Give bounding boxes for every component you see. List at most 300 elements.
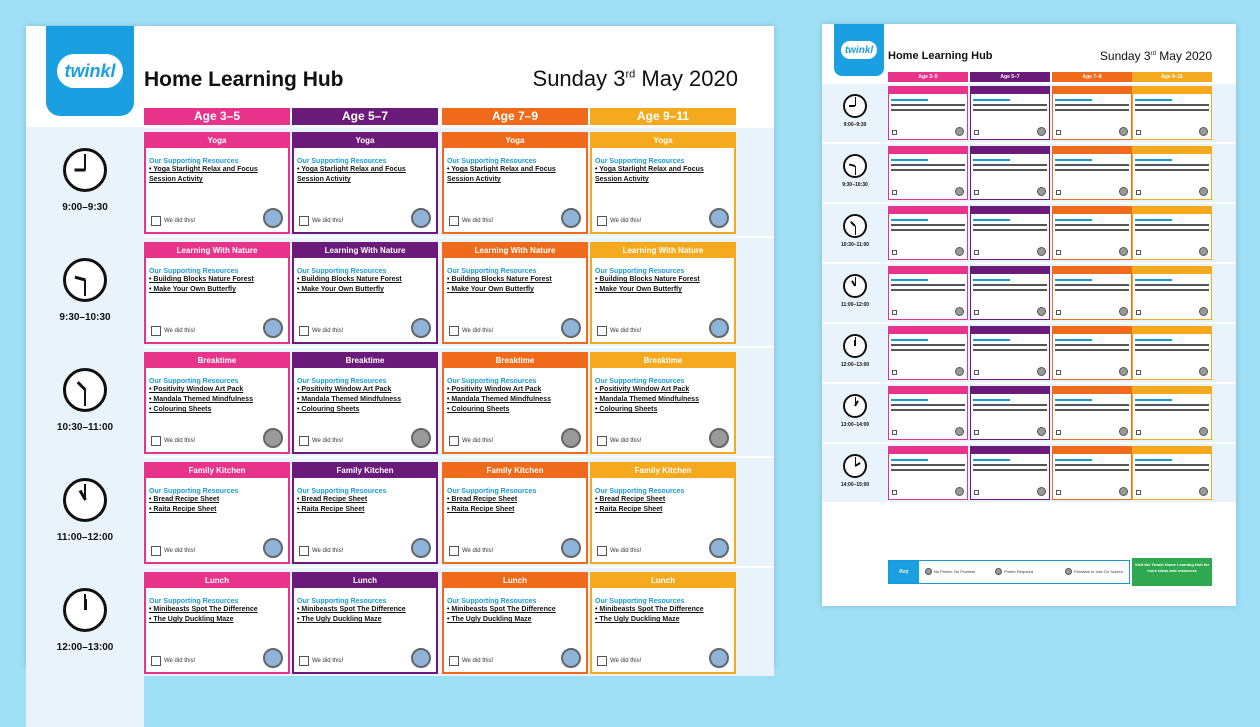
checkbox[interactable] (299, 656, 309, 666)
activity-card-small (888, 146, 968, 200)
activity-title-small (1053, 267, 1131, 274)
activity-title: Yoga (146, 134, 288, 148)
checkbox[interactable] (449, 436, 459, 446)
checkbox-small[interactable] (974, 490, 979, 495)
age-header-small: Age 9–11 (1132, 72, 1212, 82)
resource-link[interactable]: • Minibeasts Spot The Difference (595, 606, 704, 613)
did-this-checkbox-row[interactable] (151, 326, 195, 336)
activity-title-small (1133, 147, 1211, 154)
did-this-label: We did this! (610, 218, 642, 224)
resource-heading-line (1135, 219, 1172, 221)
checkbox-small[interactable] (1136, 430, 1141, 435)
clock-icon (843, 154, 867, 178)
checkbox-small[interactable] (974, 430, 979, 435)
checkbox[interactable] (597, 216, 607, 226)
checkbox-small[interactable] (974, 250, 979, 255)
activity-card-small (1132, 86, 1212, 140)
resource-heading-line (891, 159, 928, 161)
checkbox[interactable] (151, 546, 161, 556)
did-this-checkbox-row[interactable] (597, 546, 641, 556)
resource-line (891, 409, 965, 411)
supporting-resources-heading: Our Supporting Resources (595, 488, 685, 495)
did-this-checkbox-row[interactable] (597, 326, 641, 336)
did-this-label: We did this! (462, 658, 494, 664)
activity-card-small (888, 206, 968, 260)
card-body (592, 368, 734, 452)
did-this-checkbox-row[interactable] (151, 546, 195, 556)
activity-card-small (1052, 206, 1132, 260)
key-item (995, 568, 1033, 575)
resource-line (1135, 229, 1209, 231)
activity-card (292, 352, 438, 454)
resource-heading-line (1055, 399, 1092, 401)
resource-link[interactable]: • Raita Recipe Sheet (447, 506, 515, 513)
supporting-resources-heading: Our Supporting Resources (149, 488, 239, 495)
activity-card-small (970, 266, 1050, 320)
did-this-label: We did this! (610, 328, 642, 334)
activity-card (144, 462, 290, 564)
resource-link[interactable]: • Positivity Window Art Pack (297, 386, 392, 393)
resource-link[interactable]: • Make Your Own Butterfly (149, 286, 236, 293)
resource-line (891, 109, 965, 111)
resource-type-icon (1199, 127, 1208, 136)
resource-line (891, 224, 965, 226)
preview-title: Home Learning Hub (888, 50, 993, 62)
resource-type-icon (1199, 367, 1208, 376)
printable-screen-icon (263, 648, 283, 668)
checkbox-small[interactable] (892, 370, 897, 375)
resource-line (973, 169, 1047, 171)
supporting-resources-heading: Our Supporting Resources (595, 378, 685, 385)
activity-title-small (1053, 447, 1131, 454)
resource-link[interactable]: • Yoga Starlight Relax and Focus (447, 166, 556, 173)
resource-heading-line (1055, 459, 1092, 461)
clock-icon (843, 274, 867, 298)
activity-title-small (971, 267, 1049, 274)
clock-icon (843, 394, 867, 418)
activity-title: Learning With Nature (444, 244, 586, 258)
checkbox[interactable] (449, 656, 459, 666)
resource-type-icon (1199, 187, 1208, 196)
did-this-label: We did this! (462, 218, 494, 224)
resource-link[interactable]: • Colouring Sheets (595, 406, 658, 413)
resource-type-icon (1037, 307, 1046, 316)
did-this-label: We did this! (610, 548, 642, 554)
checkbox[interactable] (449, 216, 459, 226)
preview-date-day: Sunday 3 (1099, 49, 1151, 63)
activity-card-small (888, 446, 968, 500)
checkbox-small[interactable] (892, 490, 897, 495)
time-slot-label-small: 9:00–9:30 (843, 122, 867, 128)
card-body-small (1133, 274, 1211, 319)
checkbox-small[interactable] (974, 370, 979, 375)
card-body (592, 258, 734, 342)
resource-link[interactable]: • Mandala Themed Mindfulness (297, 396, 401, 403)
activity-card-small (1052, 446, 1132, 500)
date-day: Sunday 3 (532, 66, 626, 91)
resource-link[interactable]: • Positivity Window Art Pack (595, 386, 690, 393)
resource-line (1135, 344, 1209, 346)
date-month-year: May 2020 (635, 66, 738, 91)
activity-title-small (889, 327, 967, 334)
card-body-small (971, 214, 1049, 259)
resource-link[interactable]: • Mandala Themed Mindfulness (149, 396, 253, 403)
checkbox[interactable] (597, 546, 607, 556)
resource-link[interactable]: • Building Blocks Nature Forest (149, 276, 254, 283)
card-body (444, 368, 586, 452)
activity-card-small (970, 206, 1050, 260)
card-body-small (971, 334, 1049, 379)
activity-title: Lunch (444, 574, 586, 588)
checkbox-small[interactable] (1056, 430, 1061, 435)
activity-card (590, 352, 736, 454)
resource-line (1135, 284, 1209, 286)
checkbox-small[interactable] (892, 310, 897, 315)
clock-icon (63, 478, 107, 522)
time-slot-small (822, 214, 888, 248)
checkbox[interactable] (449, 546, 459, 556)
resource-link[interactable]: • Positivity Window Art Pack (447, 386, 542, 393)
checkbox[interactable] (597, 656, 607, 666)
supporting-resources-heading: Our Supporting Resources (297, 488, 387, 495)
resource-link[interactable]: • Colouring Sheets (297, 406, 360, 413)
printable-screen-icon (263, 208, 283, 228)
checkbox-small[interactable] (1056, 190, 1061, 195)
activity-title: Learning With Nature (146, 244, 288, 258)
resource-line (1055, 349, 1129, 351)
resource-link[interactable]: • Bread Recipe Sheet (595, 496, 666, 503)
activity-title: Lunch (146, 574, 288, 588)
resource-link[interactable]: • Building Blocks Nature Forest (447, 276, 552, 283)
activity-title-small (1133, 327, 1211, 334)
printable-screen-icon (709, 318, 729, 338)
did-this-label: We did this! (312, 328, 344, 334)
printable-screen-icon (561, 648, 581, 668)
supporting-resources-heading: Our Supporting Resources (149, 158, 239, 165)
resource-heading-line (891, 279, 928, 281)
resource-link[interactable]: • Building Blocks Nature Forest (297, 276, 402, 283)
printable-screen-icon (411, 318, 431, 338)
time-slot-small (822, 334, 888, 368)
checkbox-small[interactable] (892, 190, 897, 195)
did-this-checkbox-row[interactable] (299, 546, 343, 556)
supporting-resources-heading: Our Supporting Resources (595, 268, 685, 275)
checkbox-small[interactable] (974, 190, 979, 195)
key-item (1065, 568, 1123, 575)
did-this-checkbox-row[interactable] (299, 656, 343, 666)
checkbox-small[interactable] (1136, 370, 1141, 375)
clock-icon (63, 588, 107, 632)
did-this-checkbox-row[interactable] (597, 656, 641, 666)
checkbox-small[interactable] (1136, 130, 1141, 135)
did-this-checkbox-row[interactable] (597, 436, 641, 446)
resource-heading-line (891, 99, 928, 101)
resource-line (891, 349, 965, 351)
resource-link[interactable]: • Raita Recipe Sheet (297, 506, 365, 513)
visit-hub-banner[interactable]: Visit the Twinkl Home Learning Hub for more ideas and resources (1132, 558, 1212, 586)
activity-title: Yoga (444, 134, 586, 148)
time-slot-label-small: 13:00–14:00 (840, 422, 870, 428)
activity-card (292, 462, 438, 564)
resource-link[interactable]: • Minibeasts Spot The Difference (297, 606, 406, 613)
activity-title-small (971, 87, 1049, 94)
did-this-checkbox-row[interactable] (449, 436, 493, 446)
checkbox[interactable] (597, 326, 607, 336)
time-slot-small (822, 394, 888, 428)
resource-line (1055, 104, 1129, 106)
age-header: Age 9–11 (590, 108, 736, 125)
did-this-checkbox-row[interactable] (151, 436, 195, 446)
resource-link[interactable]: Session Activity (149, 176, 203, 183)
resource-line (973, 229, 1047, 231)
resource-link[interactable]: • Bread Recipe Sheet (297, 496, 368, 503)
activity-card (144, 242, 290, 344)
checkbox-small[interactable] (1056, 310, 1061, 315)
clock-minute-hand (855, 337, 856, 346)
time-slot-label-small: 11:00–12:00 (840, 302, 870, 308)
did-this-checkbox-row[interactable] (299, 436, 343, 446)
resource-type-icon (1119, 427, 1128, 436)
key-icon (925, 568, 932, 575)
activity-title: Yoga (592, 134, 734, 148)
did-this-label: We did this! (462, 438, 494, 444)
resource-type-icon (1037, 367, 1046, 376)
time-slot-label: 12:00–13:00 (56, 642, 114, 653)
checkbox[interactable] (299, 546, 309, 556)
resource-link[interactable]: • Mandala Themed Mindfulness (595, 396, 699, 403)
did-this-label: We did this! (312, 438, 344, 444)
card-body-small (1133, 454, 1211, 499)
resource-line (1135, 464, 1209, 466)
activity-title-small (889, 147, 967, 154)
resource-type-icon (1037, 427, 1046, 436)
resource-type-icon (955, 187, 964, 196)
checkbox[interactable] (299, 216, 309, 226)
printable-screen-icon (561, 318, 581, 338)
clock-minute-hand (84, 594, 86, 610)
resource-type-icon (1119, 187, 1128, 196)
supporting-resources-heading: Our Supporting Resources (149, 378, 239, 385)
activity-title-small (1053, 87, 1131, 94)
resource-link[interactable]: Session Activity (297, 176, 351, 183)
clock-icon (63, 368, 107, 412)
did-this-checkbox-row[interactable] (299, 326, 343, 336)
resource-heading-line (1135, 399, 1172, 401)
time-slot (26, 258, 144, 323)
resource-line (891, 104, 965, 106)
resource-heading-line (973, 279, 1010, 281)
printable-screen-icon (709, 648, 729, 668)
checkbox-small[interactable] (1136, 190, 1141, 195)
resource-link[interactable]: • Mandala Themed Mindfulness (447, 396, 551, 403)
card-body (444, 588, 586, 672)
activity-title: Learning With Nature (294, 244, 436, 258)
resource-heading-line (973, 99, 1010, 101)
activity-title-small (889, 447, 967, 454)
resource-type-icon (1037, 247, 1046, 256)
checkbox-small[interactable] (1056, 130, 1061, 135)
resource-link[interactable]: Session Activity (447, 176, 501, 183)
resource-link[interactable]: • Make Your Own Butterfly (595, 286, 682, 293)
checkbox-small[interactable] (892, 250, 897, 255)
resource-line (1055, 289, 1129, 291)
resource-line (1135, 349, 1209, 351)
supporting-resources-heading: Our Supporting Resources (149, 268, 239, 275)
card-body-small (889, 274, 967, 319)
checkbox[interactable] (597, 436, 607, 446)
checkbox[interactable] (151, 436, 161, 446)
checkbox-small[interactable] (892, 130, 897, 135)
checkbox[interactable] (151, 216, 161, 226)
resource-link[interactable]: • The Ugly Duckling Maze (595, 616, 680, 623)
resource-link[interactable]: • Yoga Starlight Relax and Focus (297, 166, 406, 173)
checkbox[interactable] (449, 326, 459, 336)
checkbox-small[interactable] (1056, 250, 1061, 255)
time-slot (26, 478, 144, 543)
resource-line (1055, 164, 1129, 166)
activity-title: Family Kitchen (592, 464, 734, 478)
resource-link[interactable]: Session Activity (595, 176, 649, 183)
time-slot-label-small: 14:00–15:00 (840, 482, 870, 488)
printer-required-icon (561, 428, 581, 448)
checkbox[interactable] (299, 326, 309, 336)
checkbox-small[interactable] (892, 430, 897, 435)
activity-card-small (1132, 266, 1212, 320)
resource-line (1135, 164, 1209, 166)
checkbox[interactable] (151, 656, 161, 666)
did-this-checkbox-row[interactable] (449, 216, 493, 226)
did-this-label: We did this! (312, 548, 344, 554)
did-this-checkbox-row[interactable] (597, 216, 641, 226)
resource-type-icon (955, 127, 964, 136)
activity-card-small (1132, 326, 1212, 380)
did-this-checkbox-row[interactable] (299, 216, 343, 226)
checkbox-small[interactable] (1056, 490, 1061, 495)
resource-line (1055, 409, 1129, 411)
card-body-small (1133, 94, 1211, 139)
twinkl-logo-small (834, 24, 884, 76)
resource-type-icon (1037, 187, 1046, 196)
checkbox-small[interactable] (1136, 310, 1141, 315)
twinkl-logo[interactable] (46, 26, 134, 116)
card-body (294, 258, 436, 342)
card-body-small (889, 94, 967, 139)
checkbox-small[interactable] (1136, 250, 1141, 255)
resource-heading-line (1135, 339, 1172, 341)
resource-link[interactable]: • Colouring Sheets (149, 406, 212, 413)
resource-line (1055, 404, 1129, 406)
page-date (533, 66, 738, 92)
activity-title: Family Kitchen (146, 464, 288, 478)
resource-link[interactable]: • Minibeasts Spot The Difference (149, 606, 258, 613)
resource-heading-line (891, 219, 928, 221)
printable-screen-icon (411, 648, 431, 668)
did-this-checkbox-row[interactable] (449, 326, 493, 336)
card-body-small (1053, 334, 1131, 379)
printable-screen-icon (263, 538, 283, 558)
resource-link[interactable]: • Bread Recipe Sheet (447, 496, 518, 503)
resource-link[interactable]: • The Ugly Duckling Maze (447, 616, 532, 623)
card-body-small (1133, 394, 1211, 439)
checkbox-small[interactable] (974, 130, 979, 135)
activity-title-small (889, 207, 967, 214)
resource-link[interactable]: • Yoga Starlight Relax and Focus (595, 166, 704, 173)
did-this-checkbox-row[interactable] (449, 656, 493, 666)
page-title: Home Learning Hub (144, 68, 344, 91)
resource-link[interactable]: • Make Your Own Butterfly (297, 286, 384, 293)
resource-line (1055, 284, 1129, 286)
checkbox-small[interactable] (1056, 370, 1061, 375)
resource-line (973, 164, 1047, 166)
activity-card (590, 462, 736, 564)
activity-card (442, 462, 588, 564)
checkbox[interactable] (151, 326, 161, 336)
did-this-checkbox-row[interactable] (151, 216, 195, 226)
activity-card-small (1052, 146, 1132, 200)
resource-heading-line (1135, 279, 1172, 281)
did-this-label: We did this! (312, 658, 344, 664)
activity-title: Breaktime (146, 354, 288, 368)
activity-card (442, 132, 588, 234)
preview-date (1100, 49, 1212, 63)
activity-title-small (1053, 327, 1131, 334)
activity-card-small (970, 86, 1050, 140)
card-body-small (1133, 334, 1211, 379)
supporting-resources-heading: Our Supporting Resources (297, 378, 387, 385)
did-this-checkbox-row[interactable] (449, 546, 493, 556)
resource-link[interactable]: • Colouring Sheets (447, 406, 510, 413)
age-header: Age 5–7 (292, 108, 438, 125)
time-slot (26, 148, 144, 213)
resource-type-icon (1119, 247, 1128, 256)
checkbox-small[interactable] (1136, 490, 1141, 495)
resource-type-icon (1037, 127, 1046, 136)
activity-title-small (1053, 387, 1131, 394)
resource-link[interactable]: • The Ugly Duckling Maze (297, 616, 382, 623)
did-this-checkbox-row[interactable] (151, 656, 195, 666)
did-this-label: We did this! (164, 548, 196, 554)
activity-title-small (971, 207, 1049, 214)
key-item-label: Printer Required (1004, 569, 1034, 574)
resource-link[interactable]: • Yoga Starlight Relax and Focus (149, 166, 258, 173)
timetable-sheet-preview[interactable] (822, 24, 1236, 606)
activity-card (292, 132, 438, 234)
resource-link[interactable]: • Building Blocks Nature Forest (595, 276, 700, 283)
activity-card-small (1052, 386, 1132, 440)
card-body-small (1053, 214, 1131, 259)
activity-title-small (971, 447, 1049, 454)
resource-link[interactable]: • Raita Recipe Sheet (149, 506, 217, 513)
clock-minute-hand (855, 166, 856, 175)
resource-line (973, 469, 1047, 471)
resource-link[interactable]: • Minibeasts Spot The Difference (447, 606, 556, 613)
checkbox-small[interactable] (974, 310, 979, 315)
resource-heading-line (973, 399, 1010, 401)
printer-required-icon (709, 428, 729, 448)
resource-link[interactable]: • The Ugly Duckling Maze (149, 616, 234, 623)
resource-line (973, 404, 1047, 406)
resource-heading-line (1135, 99, 1172, 101)
checkbox[interactable] (299, 436, 309, 446)
resource-link[interactable]: • Raita Recipe Sheet (595, 506, 663, 513)
resource-link[interactable]: • Positivity Window Art Pack (149, 386, 244, 393)
did-this-label: We did this! (462, 548, 494, 554)
resource-type-icon (1119, 127, 1128, 136)
card-body (444, 478, 586, 562)
resource-link[interactable]: • Make Your Own Butterfly (447, 286, 534, 293)
resource-line (891, 284, 965, 286)
resource-link[interactable]: • Bread Recipe Sheet (149, 496, 220, 503)
